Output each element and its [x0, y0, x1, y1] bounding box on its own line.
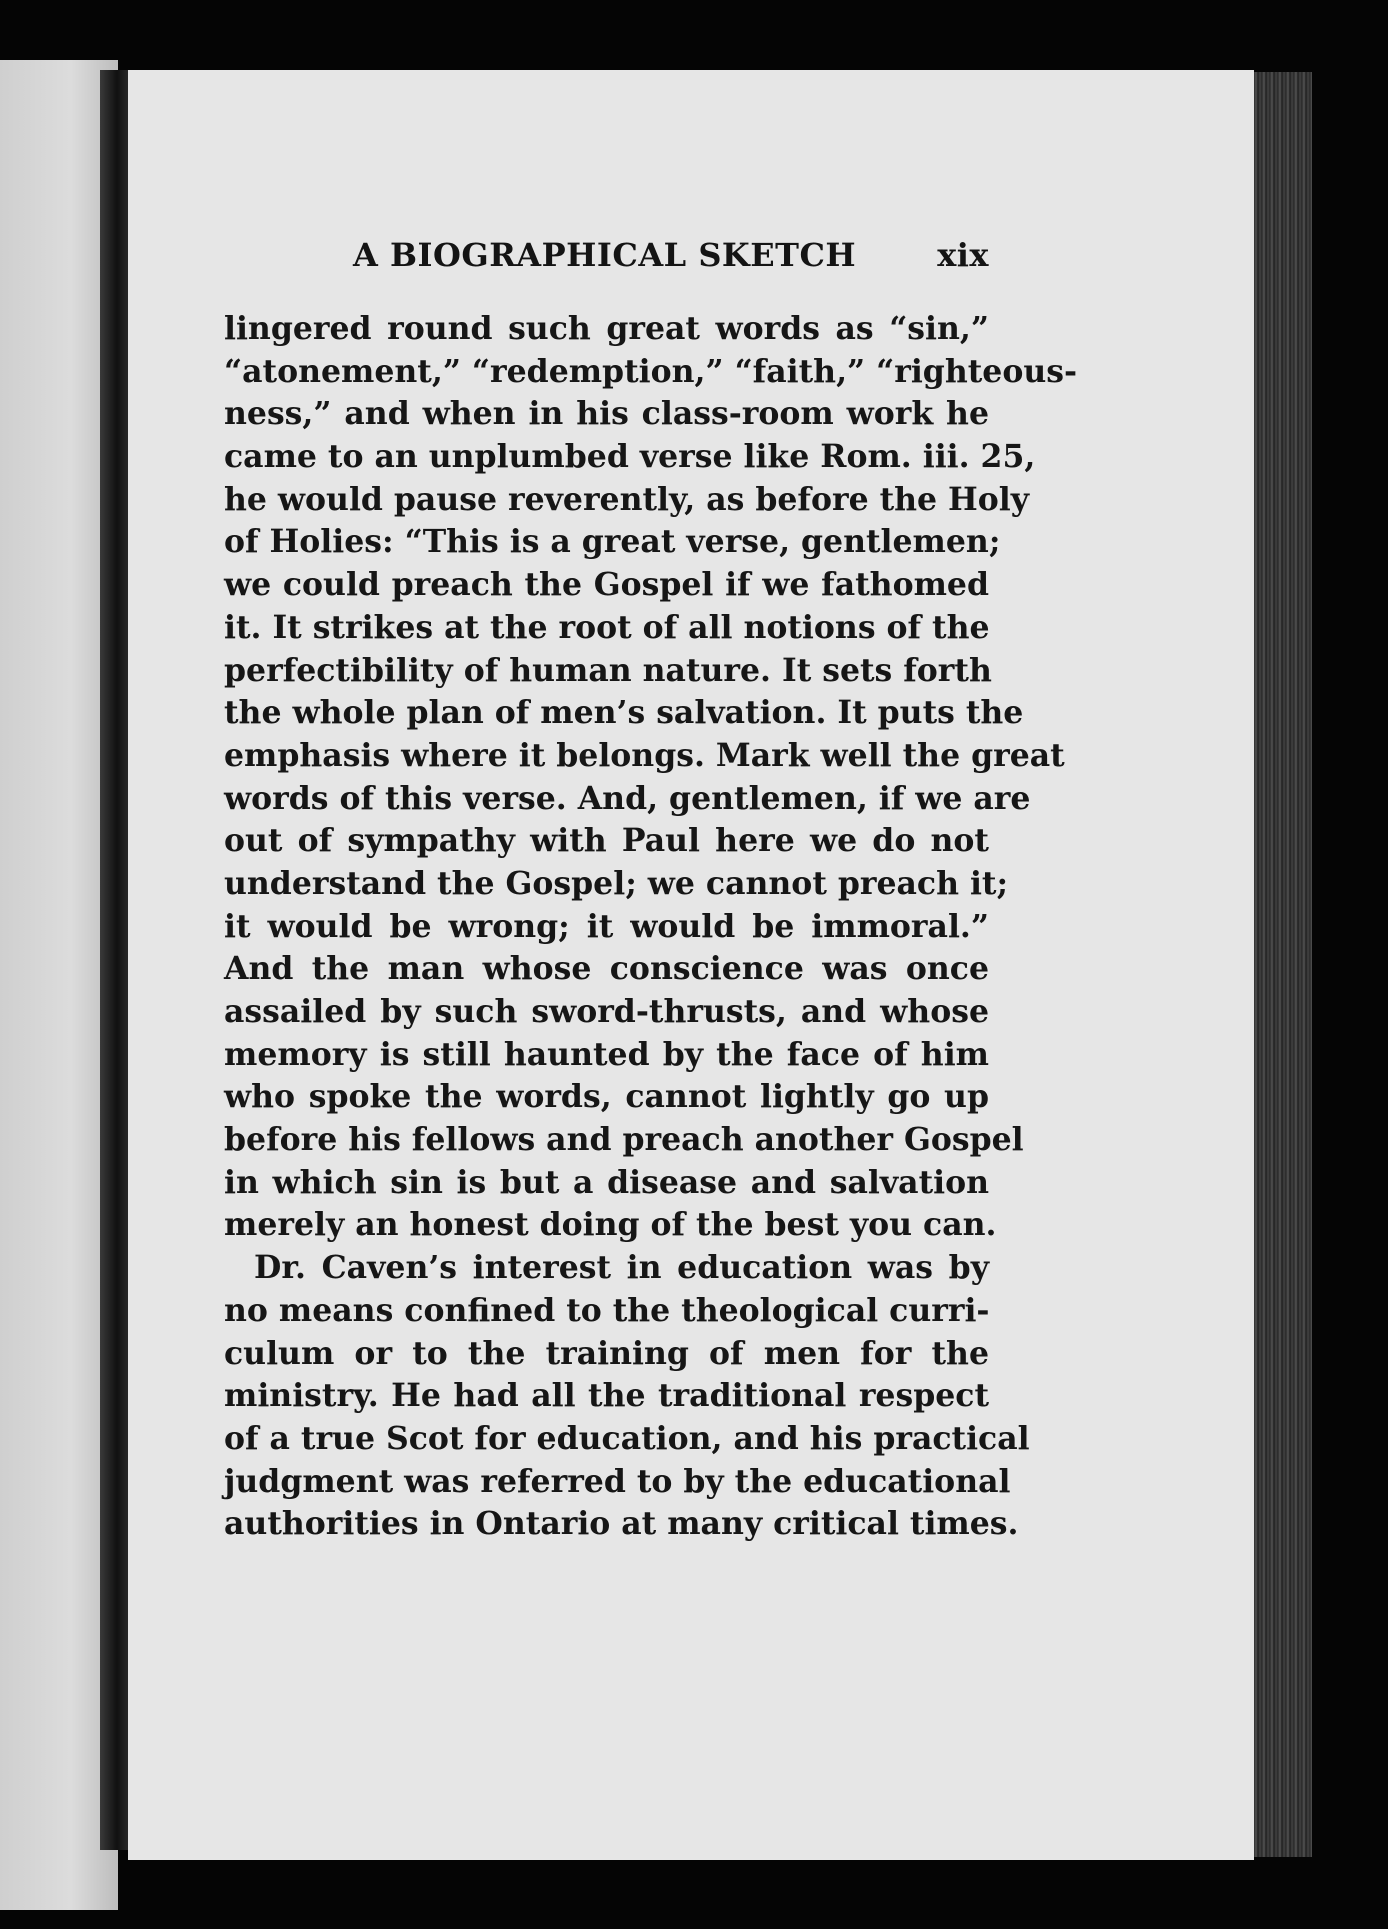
text-line: we could preach the Gospel if we fathomed [224, 566, 989, 604]
text-line: Dr. Caven’s interest in education was by [254, 1249, 989, 1287]
text-line: who spoke the words, cannot lightly go up [224, 1078, 989, 1116]
text-line: lingered round such great words as “sin,” [224, 310, 989, 347]
text-line: authorities in Ontario at many critical times. [224, 1505, 1019, 1543]
text-line: of Holies: “This is a great verse, gentlemen; [224, 523, 1001, 561]
text-line: perfectibility of human nature. It sets forth [224, 651, 992, 689]
text-line: words of this verse. And, gentlemen, if we are [224, 779, 1031, 817]
text-line: memory is still haunted by the face of him [224, 1035, 989, 1073]
text-line: came to an unplumbed verse like Rom. iii. 25, [224, 438, 1036, 476]
text-line: emphasis where it belongs. Mark well the great [224, 736, 1065, 774]
page-number: xix [937, 236, 989, 274]
text-line: understand the Gospel; we cannot preach it; [224, 864, 1009, 902]
text-line: assailed by such sword-thrusts, and whose [224, 993, 989, 1030]
text-line: of a true Scot for education, and his practical [224, 1419, 1030, 1457]
body-text [224, 308, 1078, 1546]
text-line: the whole plan of men’s salvation. It puts the [224, 694, 1024, 732]
running-header [353, 236, 989, 276]
text-line: merely an honest doing of the best you can. [224, 1206, 997, 1244]
text-line: it. It strikes at the root of all notions of the [224, 608, 990, 646]
text-line: ness,” and when in his class-room work he [224, 395, 989, 433]
text-line: And the man whose conscience was once [224, 950, 989, 988]
text-line: no means confined to the theological curri- [224, 1291, 990, 1329]
text-line: “atonement,” “redemption,” “faith,” “righteous- [224, 352, 1078, 390]
text-line: out of sympathy with Paul here we do not [224, 822, 989, 860]
text-line: he would pause reverently, as before the Holy [224, 480, 1030, 518]
text-line: culum or to the training of men for the [224, 1334, 989, 1372]
running-title: A BIOGRAPHICAL SKETCH [353, 236, 857, 274]
text-line: in which sin is but a disease and salvation [224, 1163, 989, 1201]
page-edges [1254, 72, 1312, 1857]
text-line: judgment was referred to by the educational [224, 1462, 1011, 1500]
text-line: before his fellows and preach another Gospel [224, 1121, 1024, 1159]
text-line: ministry. He had all the traditional respect [224, 1377, 989, 1415]
text-line: it would be wrong; it would be immoral.” [224, 907, 989, 945]
